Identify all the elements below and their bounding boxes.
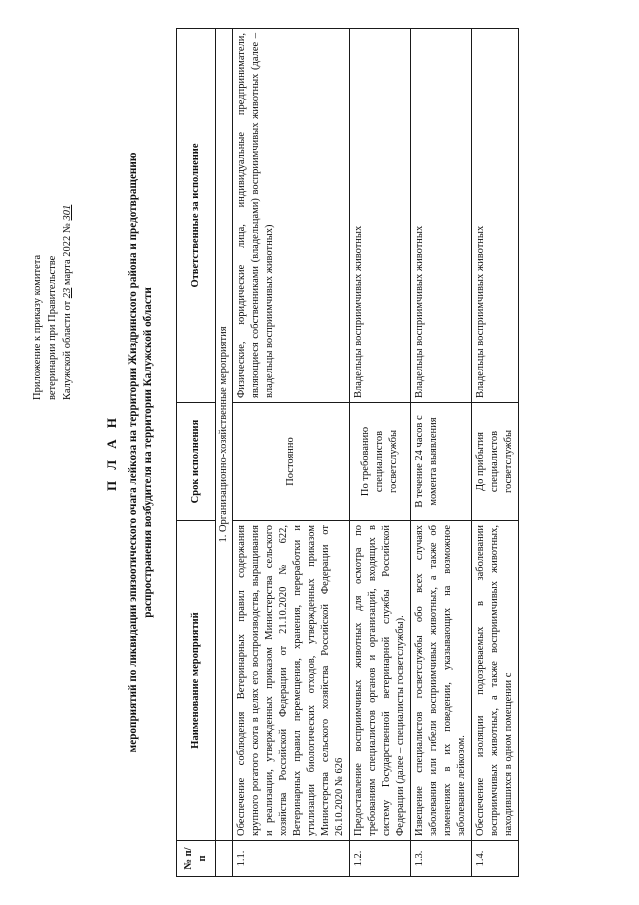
row-resp: Владельцы восприимчивых животных bbox=[411, 29, 472, 403]
appendix-date-day: 23 bbox=[62, 287, 73, 299]
row-name: Обеспечение изоляции подозреваемых в заболевании восприимчивых животных, а также восприимчивых животных, находившихся в одном помещении с bbox=[472, 521, 519, 841]
table-header-row bbox=[177, 29, 216, 877]
section-empty-cell bbox=[216, 841, 233, 877]
row-resp: Владельцы восприимчивых животных bbox=[472, 29, 519, 403]
row-term: Постоянно bbox=[233, 403, 350, 521]
appendix-order-number: 301 bbox=[62, 204, 73, 221]
row-name: Обеспечение соблюдения Ветеринарных правил содержания крупного рогатого скота в целях его воспроизводства, выращивания и реализации, утвержденных приказом Министерства сельского хозяйства Российской Федерации от 21.10.2020 № 622, Ветеринарных правил перемещения, хранения, переработки и утилизации биологических отходов, утвержденных приказом Министерства сельского хозяйства Российской Федерации от 26.10.2020 № 626 bbox=[233, 521, 350, 841]
row-num: 1.1. bbox=[233, 841, 350, 877]
table-row bbox=[472, 29, 519, 877]
appendix-block bbox=[30, 40, 75, 400]
header-num: № п/п bbox=[177, 841, 216, 877]
row-num: 1.2. bbox=[350, 841, 411, 877]
header-term: Срок исполнения bbox=[177, 403, 216, 521]
appendix-line-1: Приложение к приказу комитета bbox=[32, 254, 43, 400]
row-resp: Физические, юридические лица, индивидуальные предприниматели, являющиеся собственниками (владельцами) восприимчивых животных (далее – владельцы восприимчивых животных) bbox=[233, 29, 350, 403]
plan-heading bbox=[104, 30, 156, 875]
plan-title: П Л А Н bbox=[104, 413, 119, 492]
row-resp: Владельцы восприимчивых животных bbox=[350, 29, 411, 403]
row-term: До прибытия специалистов госветслужбы bbox=[472, 403, 519, 521]
appendix-line-2: ветеринарии при Правительстве bbox=[47, 255, 58, 400]
header-resp: Ответственные за исполнение bbox=[177, 29, 216, 403]
appendix-date-prefix: Калужской области от bbox=[62, 298, 73, 400]
section-row bbox=[216, 29, 233, 877]
row-num: 1.4. bbox=[472, 841, 519, 877]
plan-subtitle-line-2: распространения возбудителя на территории Калужской области bbox=[142, 287, 154, 618]
row-term: В течение 24 часов с момента выявления bbox=[411, 403, 472, 521]
appendix-date-mid: марта 2022 № bbox=[62, 220, 73, 288]
plan-subtitle-line-1: мероприятий по ликвидации эпизоотического очага лейкоза на территории Жиздринского района и предотвращению bbox=[127, 152, 139, 753]
row-term: По требованию специалистов госветслужбы bbox=[350, 403, 411, 521]
plan-table bbox=[176, 28, 519, 877]
appendix-line-3 bbox=[60, 40, 75, 400]
row-num: 1.3. bbox=[411, 841, 472, 877]
header-name: Наименование мероприятий bbox=[177, 521, 216, 841]
table-row bbox=[350, 29, 411, 877]
section-title: 1. Организационно-хозяйственные мероприятия bbox=[216, 29, 233, 841]
table-row bbox=[411, 29, 472, 877]
table-row bbox=[233, 29, 350, 877]
row-name: Извещение специалистов госветслужбы обо всех случаях заболевания или гибели восприимчивых животных, а также об изменениях в их поведении, указывающих на возможное заболевание лейкозом. bbox=[411, 521, 472, 841]
row-name: Предоставление восприимчивых животных для осмотра по требованиям специалистов органов и организаций, входящих в систему Государственной ветеринарной службы Российской Федерации (далее – специалисты госветслужбы). bbox=[350, 521, 411, 841]
